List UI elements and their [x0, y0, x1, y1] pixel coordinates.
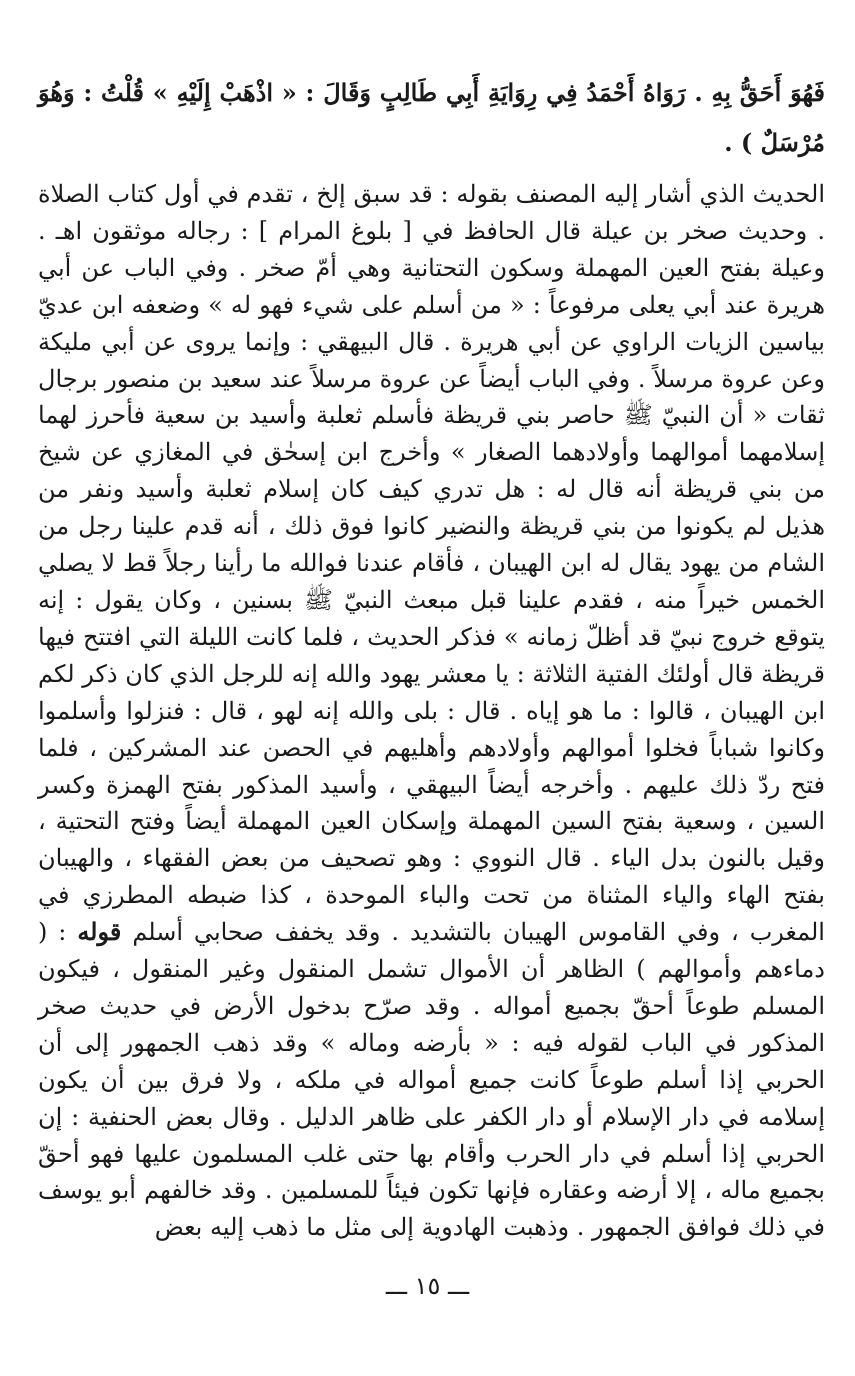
hadith-quote-block: فَهُوَ أَحَقُّ بِهِ . رَوَاهُ أَحْمَدُ فِي رِوَايَةِ أَبِي طَالِبٍ وَقَالَ : « اذْهَبْ إِلَيْهِ » قُلْتُ : وَهُوَ مُرْسَلٌ ) .	[38, 78, 825, 157]
commentary-text-part1: الحديث الذي أشار إليه المصنف بقوله : قد سبق إلخ ، تقدم في أول كتاب الصلاة . وحديث صخر بن عيلة قال الحافظ في [ بلوغ المرام ] : رجاله موثقون اهـ . وعيلة بفتح العين المهملة وسكون التحتانية وهي أمّ صخر . وفي الباب عن أبي هريرة عند أبي يعلى مرفوعاً : « من أسلم على شيء فهو له » وضعفه ابن عديّ بياسين الزيات الراوي عن أبي هريرة . قال البيهقي : وإنما يروى عن أبي مليكة وعن عروة مرسلاً . وفي الباب أيضاً عن عروة مرسلاً عند سعيد بن منصور برجال ثقات « أن النبيّ ﷺ حاصر بني قريظة فأسلم ثعلبة وأسيد بن سعية فأحرز لهما إسلامهما أموالهما وأولادهما الصغار » وأخرج ابن إسحٰق في المغازي عن شيخ من بني قريظة أنه قال له : هل تدري كيف كان إسلام ثعلبة وأسيد ونفر من هذيل لم يكونوا من بني قريظة والنضير كانوا فوق ذلك ، أنه قدم علينا رجل من الشام من يهود يقال له ابن الهيبان ، فأقام عندنا فوالله ما رأينا رجلاً قط لا يصلي الخمس خيراً منه ، فقدم علينا قبل مبعث النبيّ ﷺ بسنين ، وكان يقول : إنه يتوقع خروج نبيّ قد أظلّ زمانه » فذكر الحديث ، فلما كانت الليلة التي افتتح فيها قريظة قال أولئك الفتية الثلاثة : يا معشر يهود والله إنه للرجل الذي كان ذكر لكم ابن الهيبان ، قالوا : ما هو إياه . قال : بلى والله إنه لهو ، قال : فنزلوا وأسلموا وكانوا شباباً فخلوا أموالهم وأولادهم وأهليهم في الحصن عند المشركين ، فلما فتح ردّ ذلك عليهم . وأخرجه أيضاً البيهقي ، وأسيد المذكور بفتح الهمزة وكسر السين ، وسعية بفتح السين المهملة وإسكان العين المهملة أيضاً وفتح التحتية ، وقيل بالنون بدل الياء . قال النووي : وهو تصحيف من بعض الفقهاء ، والهيبان بفتح الهاء والياء المثناة من تحت والباء الموحدة ، كذا ضبطه المطرزي في المغرب ، وفي القاموس الهيبان بالتشديد . وقد يخفف صحابي أسلم	[38, 180, 825, 947]
page-number: ـــ ١٥ ـــ	[385, 1272, 470, 1300]
commentary-keyword: قوله	[77, 917, 122, 947]
commentary-text-part2: : ( دماءهم وأموالهم ) الظاهر أن الأموال تشمل المنقول وغير المنقول ، فيكون المسلم طوعاً أحقّ بجميع أمواله . وقد صرّح بدخول الأرض في حديث صخر المذكور في الباب لقوله فيه : « بأرضه وماله » وقد ذهب الجمهور إلى أن الحربي إذا أسلم طوعاً كانت جميع أمواله في ملكه ، ولا فرق بين أن يكون إسلامه في دار الإسلام أو دار الكفر على ظاهر الدليل . وقال بعض الحنفية : إن الحربي إذا أسلم في دار الحرب وأقام بها حتى غلب المسلمون عليها فهو أحقّ بجميع ماله ، إلا أرضه وعقاره فإنها تكون فيئاً للمسلمين . وقد خالفهم أبو يوسف في ذلك فوافق الجمهور . وذهبت الهادوية إلى مثل ما ذهب إليه بعض	[38, 918, 825, 1242]
commentary-block	[38, 176, 825, 1246]
